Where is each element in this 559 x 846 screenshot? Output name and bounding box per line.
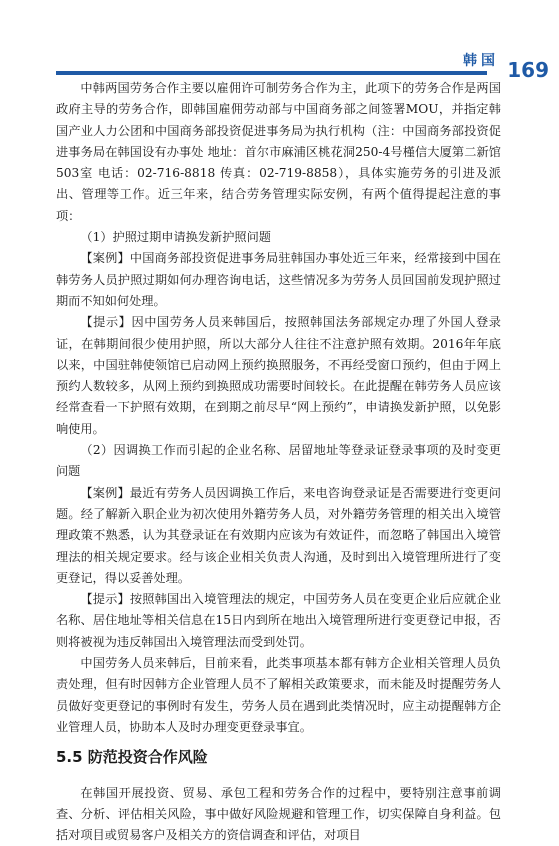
item1-tip: 【提示】因中国劳务人员来韩国后，按照韩国法务部规定办理了外国人登录证，在韩期间很少使用护照，所以大部分人往往不注意护照有效期。2016年年底以来，中国驻韩使领馆已启动网上预约换照服务，不再经受窗口预约，但由于网上预约人数较多，从网上预约到换照成功需要时间较长。在此提醒在韩劳务人员应该经常查看一下护照有效期，在到期之前尽早“网上预约”，申请换发新护照，以免影响使用。 bbox=[56, 312, 501, 440]
item2-title: （2）因调换工作而引起的企业名称、居留地址等登录证登录事项的及时变更问题 bbox=[56, 440, 501, 483]
closing-paragraph: 中国劳务人员来韩后，目前来看，此类事项基本都有韩方企业相关管理人员负责处理，但有时因韩方企业管理人员不了解相关政策要求，而未能及时提醒劳务人员做好变更登记的事例时有发生，劳务人员在遇到此类情况时，应主动提醒韩方企业管理人员，协助本人及时办理变更登录事宜。 bbox=[56, 653, 501, 738]
page-number: 169 bbox=[507, 58, 549, 82]
intro-paragraph: 中韩两国劳务合作主要以雇佣许可制劳务合作为主，此项下的劳务合作是两国政府主导的劳务合作，即韩国雇佣劳动部与中国商务部之间签署MOU，并指定韩国产业人力公团和中国商务部投资促进事务局为执行机构（注：中国商务部投资促进事务局在韩国设有办事处 地址：首尔市麻浦区桃花洞250-4号槿信大厦第二新馆503室 电话：02-716-8818 传真：02-719-8858），具体实施劳务的引进及派出、管理等工作。近三年来，结合劳务管理实际安例，有两个值得提起注意的事项： bbox=[56, 78, 501, 227]
page-body bbox=[56, 78, 501, 846]
item2-case: 【案例】最近有劳务人员因调换工作后，来电咨询登录证是否需要进行变更问题。经了解新入职企业为初次使用外籍劳务人员，对外籍劳务管理的相关出入境管理政策不熟悉，认为其登录证在有效期内应该为有效证件，而忽略了韩国出入境管理法的相关规定要求。经与该企业相关负责人沟通，及时到出入境管理所进行了变更登记，得以妥善处理。 bbox=[56, 483, 501, 589]
item2-tip: 【提示】按照韩国出入境管理法的规定，中国劳务人员在变更企业后应就企业名称、居住地址等相关信息在15日内到所在地出入境管理所进行变更登记申报，否则将被视为违反韩国出入境管理法而受到处罚。 bbox=[56, 589, 501, 653]
item1-case: 【案例】中国商务部投资促进事务局驻韩国办事处近三年来，经常接到中国在韩劳务人员护照过期如何办理咨询电话，这些情况多为劳务人员回国前发现护照过期而不知如何处理。 bbox=[56, 248, 501, 312]
section-heading: 5.5 防范投资合作风险 bbox=[56, 747, 501, 768]
header-rule bbox=[56, 71, 487, 75]
chapter-label: 韩国 bbox=[463, 50, 499, 70]
item1-title: （1）护照过期申请换发新护照问题 bbox=[56, 227, 501, 248]
section-paragraph: 在韩国开展投资、贸易、承包工程和劳务合作的过程中，要特别注意事前调查、分析、评估相关风险，事中做好风险规避和管理工作，切实保障自身利益。包括对项目或贸易客户及相关方的资信调查和评估，对项目 bbox=[56, 783, 501, 846]
